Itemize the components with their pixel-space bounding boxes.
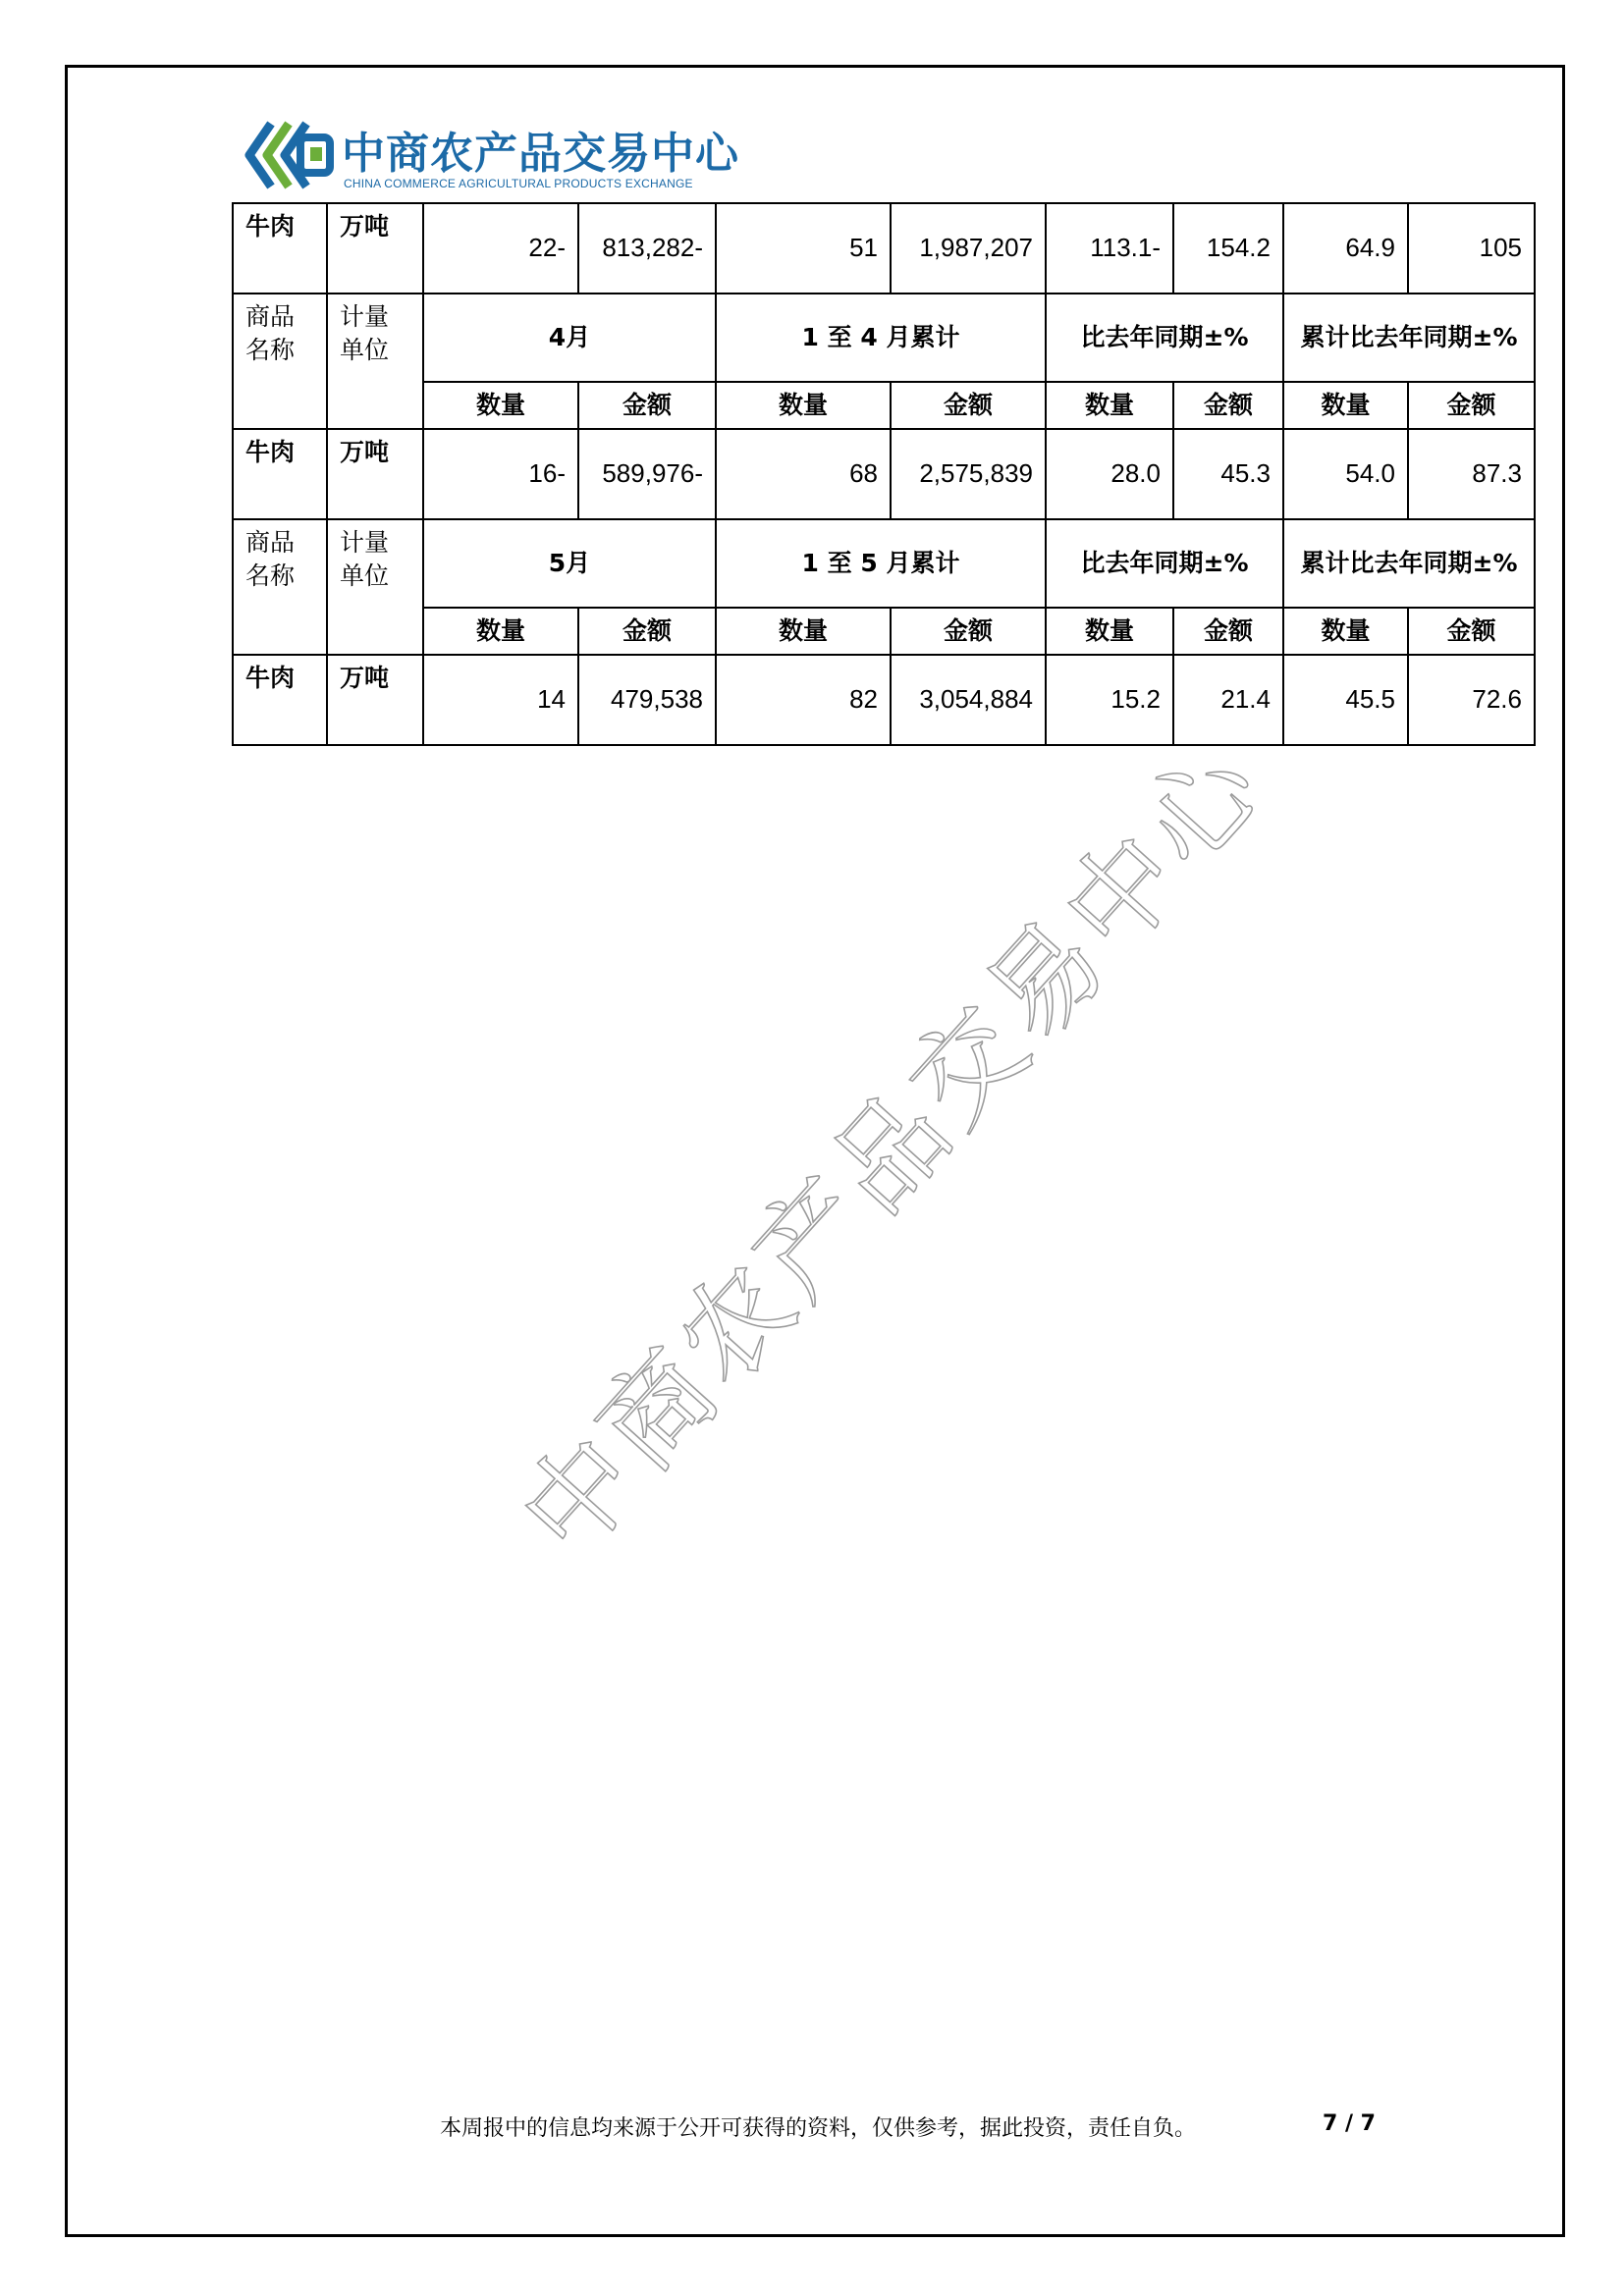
table-row (233, 655, 1535, 745)
value-cell: 2,575,839 (891, 429, 1046, 519)
value-cell: 589,976- (578, 429, 716, 519)
unit-header: 计量单位 (327, 519, 423, 655)
value-cell: 54.0 (1283, 429, 1408, 519)
value-cell: 479,538 (578, 655, 716, 745)
quantity-subheader: 数量 (423, 608, 578, 655)
cumulative-header: 1 至 4 月累计 (716, 294, 1046, 382)
value-cell: 113.1- (1046, 203, 1173, 294)
table-subheader-row (233, 382, 1535, 429)
quantity-subheader: 数量 (1283, 608, 1408, 655)
amount-subheader: 金额 (1408, 608, 1535, 655)
value-cell: 87.3 (1408, 429, 1535, 519)
value-cell: 64.9 (1283, 203, 1408, 294)
quantity-subheader: 数量 (1283, 382, 1408, 429)
cumulative-header: 1 至 5 月累计 (716, 519, 1046, 608)
footer-disclaimer: 本周报中的信息均来源于公开可获得的资料，仅供参考，据此投资，责任自负。 (440, 2116, 1197, 2141)
beef-import-table (232, 202, 1536, 746)
value-cell: 154.2 (1173, 203, 1283, 294)
unit-cell: 万吨 (327, 203, 423, 294)
value-cell: 68 (716, 429, 891, 519)
logo-english-name: CHINA COMMERCE AGRICULTURAL PRODUCTS EXCHANGE (344, 177, 693, 190)
product-cell: 牛肉 (233, 655, 327, 745)
value-cell: 3,054,884 (891, 655, 1046, 745)
unit-cell: 万吨 (327, 429, 423, 519)
month-header: 4月 (423, 294, 716, 382)
quantity-subheader: 数量 (1046, 382, 1173, 429)
exchange-logo (244, 116, 739, 196)
table-subheader-row (233, 608, 1535, 655)
watermark: 中商农产品交易中心 (497, 720, 1290, 1581)
product-name-header: 商品名称 (233, 519, 327, 655)
yoy-header: 比去年同期±% (1046, 294, 1283, 382)
cumulative-yoy-header: 累计比去年同期±% (1283, 519, 1535, 608)
table-row (233, 429, 1535, 519)
product-name-header: 商品名称 (233, 294, 327, 429)
value-cell: 28.0 (1046, 429, 1173, 519)
quantity-subheader: 数量 (716, 608, 891, 655)
exchange-logo-mark (244, 118, 334, 192)
logo-chinese-name: 中商农产品交易中心 (342, 129, 739, 179)
amount-subheader: 金额 (1173, 382, 1283, 429)
value-cell: 22- (423, 203, 578, 294)
page-number: 7 / 7 (1323, 2111, 1376, 2136)
value-cell: 45.5 (1283, 655, 1408, 745)
table-row (233, 203, 1535, 294)
quantity-subheader: 数量 (716, 382, 891, 429)
value-cell: 1,987,207 (891, 203, 1046, 294)
quantity-subheader: 数量 (423, 382, 578, 429)
table-header-row (233, 294, 1535, 382)
yoy-header: 比去年同期±% (1046, 519, 1283, 608)
product-cell: 牛肉 (233, 429, 327, 519)
value-cell: 21.4 (1173, 655, 1283, 745)
amount-subheader: 金额 (1173, 608, 1283, 655)
month-header: 5月 (423, 519, 716, 608)
amount-subheader: 金额 (1408, 382, 1535, 429)
value-cell: 16- (423, 429, 578, 519)
unit-cell: 万吨 (327, 655, 423, 745)
value-cell: 51 (716, 203, 891, 294)
amount-subheader: 金额 (578, 382, 716, 429)
table-header-row (233, 519, 1535, 608)
value-cell: 82 (716, 655, 891, 745)
quantity-subheader: 数量 (1046, 608, 1173, 655)
value-cell: 105 (1408, 203, 1535, 294)
amount-subheader: 金额 (891, 382, 1046, 429)
amount-subheader: 金额 (578, 608, 716, 655)
amount-subheader: 金额 (891, 608, 1046, 655)
value-cell: 72.6 (1408, 655, 1535, 745)
value-cell: 14 (423, 655, 578, 745)
cumulative-yoy-header: 累计比去年同期±% (1283, 294, 1535, 382)
unit-header: 计量单位 (327, 294, 423, 429)
value-cell: 813,282- (578, 203, 716, 294)
value-cell: 15.2 (1046, 655, 1173, 745)
value-cell: 45.3 (1173, 429, 1283, 519)
product-cell: 牛肉 (233, 203, 327, 294)
